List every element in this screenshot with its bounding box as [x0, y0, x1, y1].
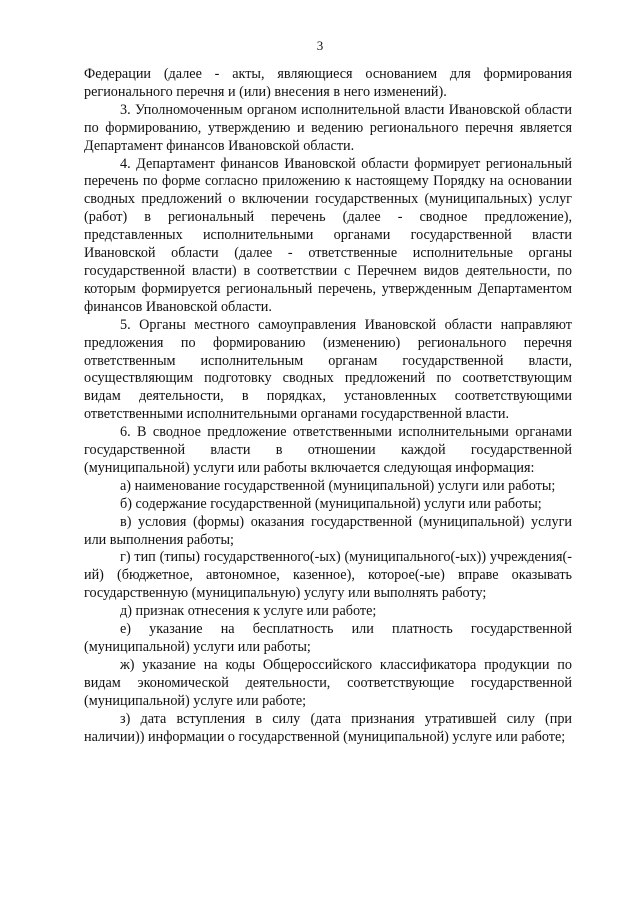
- list-item-z: з) дата вступления в силу (дата признания утратившей силу (при наличии)) информации о государственной (муниципальной) услуге или работе;: [84, 710, 572, 745]
- paragraph-4: 4. Департамент финансов Ивановской области формирует региональный перечень по форме согласно приложению к настоящему Порядку на основании сводных предложений о включении государственных (муниципальных) услуг (работ) в региональный перечень (далее - сводное предложение), представленных исполнительными органами государственной власти Ивановской области (далее - ответственные исполнительные органы государственной власти) в соответствии с Перечнем видов деятельности, по которым формируется региональный перечень, утвержденным Департаментом финансов Ивановской области.: [84, 155, 572, 315]
- list-item-g: г) тип (типы) государственного(-ых) (муниципального(-ых)) учреждения(-ий) (бюджетное, автономное, казенное), которое(-ые) вправе оказывать государственную (муниципальную) услугу или выполнять работу;: [84, 549, 572, 602]
- document-body: [84, 66, 572, 746]
- list-item-a: а) наименование государственной (муниципальной) услуги или работы;: [120, 477, 556, 494]
- list-item-e: е) указание на бесплатность или платность государственной (муниципальной) услуги или работы;: [84, 621, 572, 655]
- list-item-d: д) признак отнесения к услуге или работе;: [120, 603, 377, 620]
- paragraph-6: 6. В сводное предложение ответственными исполнительными органами государственной власти в отношении каждой государственной (муниципальной) услуги или работы включается следующая информация:: [84, 424, 572, 476]
- list-item-zh: ж) указание на коды Общероссийского классификатора продукции по видам экономической деятельности, соответствующие государственной (муниципальной) услуге или работе;: [84, 656, 572, 709]
- paragraph-5: 5. Органы местного самоуправления Ивановской области направляют предложения по формированию (изменению) регионального перечня ответственным исполнительным органам государственной власти, осуществляющим подготовку сводных предложений по соответствующим видам деятельности, в порядках, установленных соответствующими ответственными исполнительными органами государственной власти.: [84, 316, 572, 423]
- page-number: 3: [316, 38, 324, 53]
- list-item-b: б) содержание государственной (муниципальной) услуги или работы;: [120, 495, 542, 512]
- paragraph-continuation: Федерации (далее - акты, являющиеся основанием для формирования регионального перечня и (или) внесения в него изменений).: [84, 66, 572, 100]
- list-item-v: в) условия (формы) оказания государственной (муниципальной) услуги или выполнения работы;: [84, 513, 572, 548]
- paragraph-3: 3. Уполномоченным органом исполнительной власти Ивановской области по формированию, утверждению и ведению регионального перечня является Департамент финансов Ивановской области.: [84, 101, 572, 154]
